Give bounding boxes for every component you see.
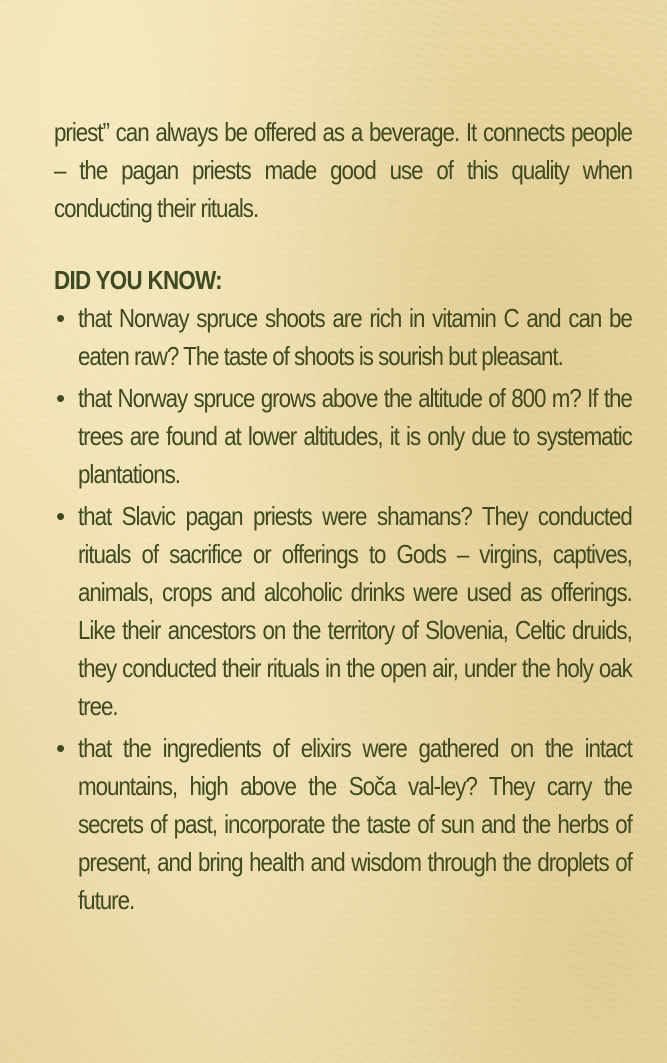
list-item-text: that Norway spruce grows above the altitude of 800 m? If the trees are found at lower altitudes, it is only due to systematic plantations. [78, 383, 632, 489]
section-heading: DID YOU KNOW: [54, 265, 222, 295]
bullet-icon: • [56, 383, 66, 413]
did-you-know-list [54, 299, 632, 919]
document-page [54, 113, 632, 923]
list-item [54, 729, 632, 919]
list-item [54, 379, 632, 493]
bullet-icon: • [56, 303, 66, 333]
bullet-icon: • [56, 501, 66, 531]
list-item [54, 299, 632, 375]
list-item-text: that Norway spruce shoots are rich in vitamin C and can be eaten raw? The taste of shoots is sourish but pleasant. [78, 303, 632, 371]
intro-paragraph: priest” can always be offered as a beverage. It connects people – the pagan priests made good use of this quality when conducting their rituals. [54, 117, 632, 223]
list-item-text: that the ingredients of elixirs were gathered on the intact mountains, high above the Soča val-ley? They carry the secrets of past, incorporate the taste of sun and the herbs of present, and bring health and wisdom through the droplets of future. [78, 733, 632, 915]
list-item [54, 497, 632, 725]
list-item-text: that Slavic pagan priests were shamans? They conducted rituals of sacrifice or offerings to Gods – virgins, captives, animals, crops and alcoholic drinks were used as offerings. Like their ancestors on the territory of Slovenia, Celtic druids, they conducted their rituals in the open air, under the holy oak tree. [78, 501, 632, 721]
bullet-icon: • [56, 733, 66, 763]
